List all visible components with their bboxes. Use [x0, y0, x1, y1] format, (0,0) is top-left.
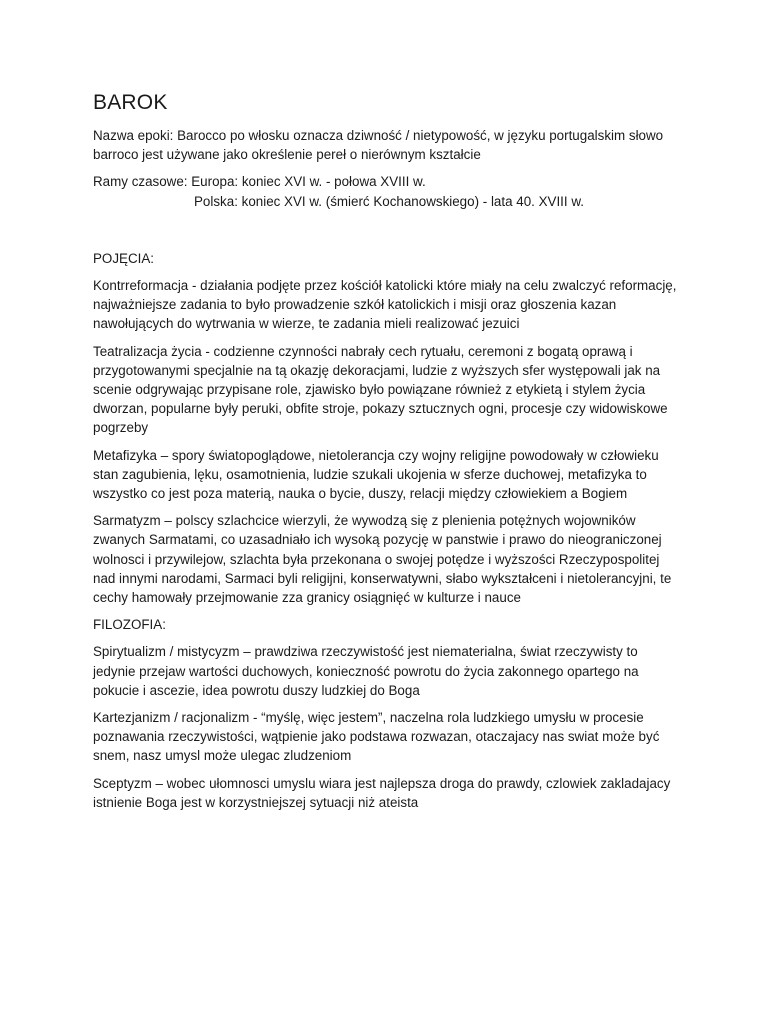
document-title: BAROK [93, 91, 168, 114]
concepts-heading: POJĘCIA: [93, 250, 155, 266]
timeframe-europe: Ramy czasowe: Europa: koniec XVI w. - połowa XVIII w. [93, 174, 426, 190]
intro-paragraph: Nazwa epoki: Barocco po włosku oznacza dziwność / nietypowość, w języku portugalskim słowo barroco jest używane jako określenie pereł o nierównym kształcie [93, 128, 664, 163]
philosophy-paragraph: Spirytualizm / mistycyzm – prawdziwa rzeczywistość jest niematerialna, świat rzeczywisty to jedynie przejaw wartości duchowych, konieczność powrotu do życia zakonnego opartego na pokucie i ascezie, idea powrotu duszy ludzkiej do Boga [93, 644, 639, 698]
concept-paragraph: Sarmatyzm – polscy szlachcice wierzyli, że wywodzą się z plenienia potężnych wojowników zwanych Sarmatami, co uzasadniało ich wysoką pozycję w panstwie i prawo do nieograniczonej wolnosci i przywilejow, szlachta była przekonana o swojej potędze i wyższości Rzeczypospolitej nad innymi narodami, Sarmaci byli religijni, konserwatywni, słabo wykształceni i nietolerancyjni, te cechy hamowały przejmowanie zza granicy osiągnięć w kulturze i nauce [93, 513, 672, 606]
concept-paragraph: Teatralizacja życia - codzienne czynności nabrały cech rytuału, ceremoni z bogatą oprawą i przygotowanymi specjalnie na tą okazję dekoracjami, ludzie z wyższych sfer występowali jak na scenie odgrywając przypisane role, zjawisko było powiązane również z etykietą i stylem życia dworzan, popularne były peruki, obfite stroje, pokazy sztucznych ogni, procesje czy widowiskowe pogrzeby [93, 343, 668, 436]
philosophy-heading: FILOZOFIA: [93, 617, 166, 633]
concept-paragraph: Kontrreformacja - działania podjęte przez kościół katolicki które miały na celu zwalczyć reformację, najważniejsze zadania to było prowadzenie szkół katolickich i misji oraz głoszenia kazan nawołujących do wytrwania w wierze, te zadania mieli realizować jezuici [93, 278, 677, 332]
timeframe-poland: Polska: koniec XVI w. (śmierć Kochanowskiego) - lata 40. XVIII w. [194, 193, 584, 209]
philosophy-paragraph: Kartezjanizm / racjonalizm - “myślę, więc jestem”, naczelna rola ludzkiego umysłu w procesie poznawania rzeczywistości, wątpienie jako podstawa rozwazan, otaczajacy nas swiat może być snem, nasz umysl może ulegac zludzeniom [93, 710, 660, 764]
document-page [93, 90, 683, 820]
concept-paragraph: Metafizyka – spory światopoglądowe, nietolerancja czy wojny religijne powodowały w człowieku stan zagubienia, lęku, osamotnienia, ludzie szukali ukojenia w sferze duchowej, metafizyka to wszystko co jest poza materią, nauka o bycie, duszy, relacji między człowiekiem a Bogiem [93, 447, 659, 502]
section-spacer [93, 219, 683, 249]
timeframe-block [93, 172, 683, 210]
philosophy-paragraph: Sceptyzm – wobec ułomnosci umyslu wiara jest najlepsza droga do prawdy, czlowiek zakladajacy istnienie Boga jest w korzystniejszej sytuacji niż ateista [93, 775, 671, 810]
